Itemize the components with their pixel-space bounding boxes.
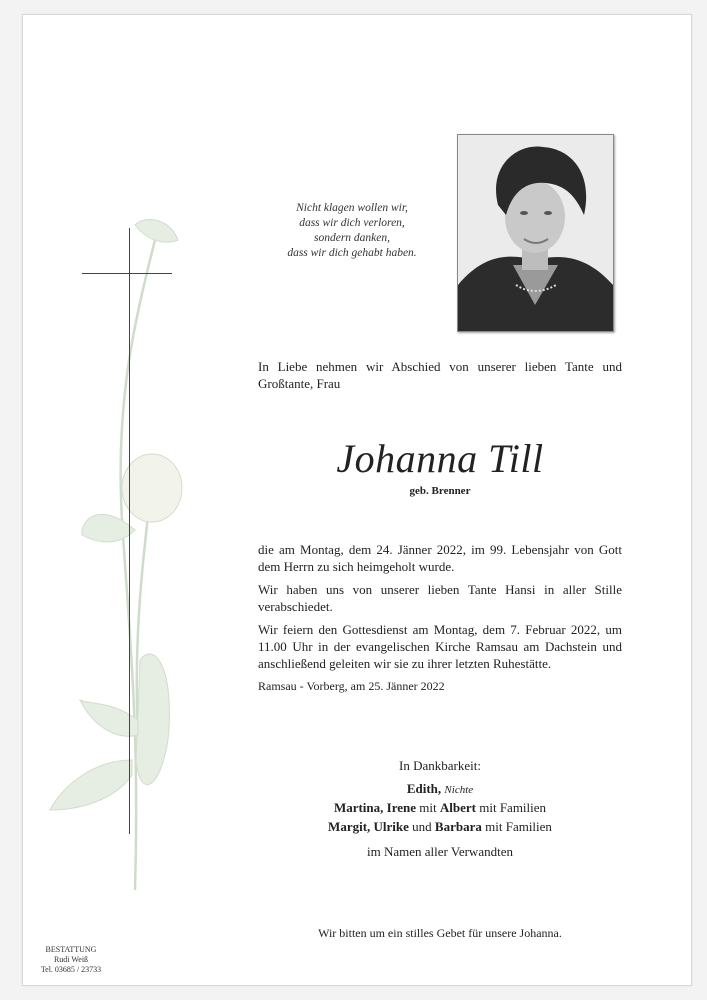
- funeral-home-imprint: [34, 945, 108, 975]
- funeral-home-phone: Tel. 03685 / 23733: [40, 965, 102, 974]
- connector-text: mit Familien: [481, 819, 552, 834]
- relatives-line: im Namen aller Verwandten: [367, 844, 513, 859]
- cross-vertical-bar: [129, 228, 130, 834]
- mourner-name: Martina,: [333, 800, 384, 815]
- portrait-illustration: [458, 135, 613, 331]
- funeral-home-owner: Rudi Weiß: [53, 955, 89, 964]
- verse-line: sondern danken,: [313, 232, 390, 244]
- verse-line: dass wir dich gehabt haben.: [287, 247, 417, 259]
- death-notice-text: die am Montag, dem 24. Jänner 2022, im 99. Lebensjahr von Gott dem Herrn zu sich heimgeholt wurde.: [258, 542, 622, 574]
- mourner-name: Edith,: [406, 781, 442, 796]
- connector-text: und: [408, 819, 435, 834]
- mourner-line: [258, 818, 622, 836]
- mourner-name: Margit,: [328, 819, 371, 834]
- memorial-verse: [262, 201, 442, 261]
- deceased-name: Johanna Till: [336, 436, 544, 481]
- maiden-name: geb. Brenner: [409, 485, 471, 497]
- prayer-request: Wir bitten um ein stilles Gebet für unsere Johanna.: [318, 926, 562, 940]
- farewell-text: Wir haben uns von unserer lieben Tante Hansi in aller Stille verabschiedet.: [258, 582, 622, 614]
- thanks-heading: In Dankbarkeit:: [399, 758, 481, 773]
- connector-text: mit: [416, 800, 440, 815]
- mourner-name: Albert: [439, 800, 476, 815]
- connector-text: mit Familien: [475, 800, 547, 815]
- intro-text: In Liebe nehmen wir Abschied von unserer lieben Tante und Großtante, Frau: [258, 359, 622, 391]
- service-text: Wir feiern den Gottesdienst am Montag, dem 7. Februar 2022, um 11.00 Uhr in der evangelischen Kirche Ramsau am Dachstein und anschließend geleiten wir sie zu ihrer letzten Ruhestätte.: [258, 622, 622, 671]
- mourner-name: Irene: [386, 800, 417, 815]
- mourner-edith: [258, 780, 622, 799]
- mourner-line: [258, 799, 622, 817]
- verse-line: Nicht klagen wollen wir,: [296, 202, 408, 214]
- flower-illustration: [40, 200, 230, 900]
- funeral-home-title: BESTATTUNG: [45, 945, 97, 954]
- verse-line: dass wir dich verloren,: [299, 217, 405, 229]
- mourner-relation: Nichte: [444, 784, 474, 796]
- cross-horizontal-bar: [82, 273, 172, 274]
- portrait-photo: [457, 134, 614, 332]
- mourner-name: Ulrike: [373, 819, 409, 834]
- place-date: Ramsau - Vorberg, am 25. Jänner 2022: [258, 679, 445, 693]
- mourner-name: Barbara: [434, 819, 482, 834]
